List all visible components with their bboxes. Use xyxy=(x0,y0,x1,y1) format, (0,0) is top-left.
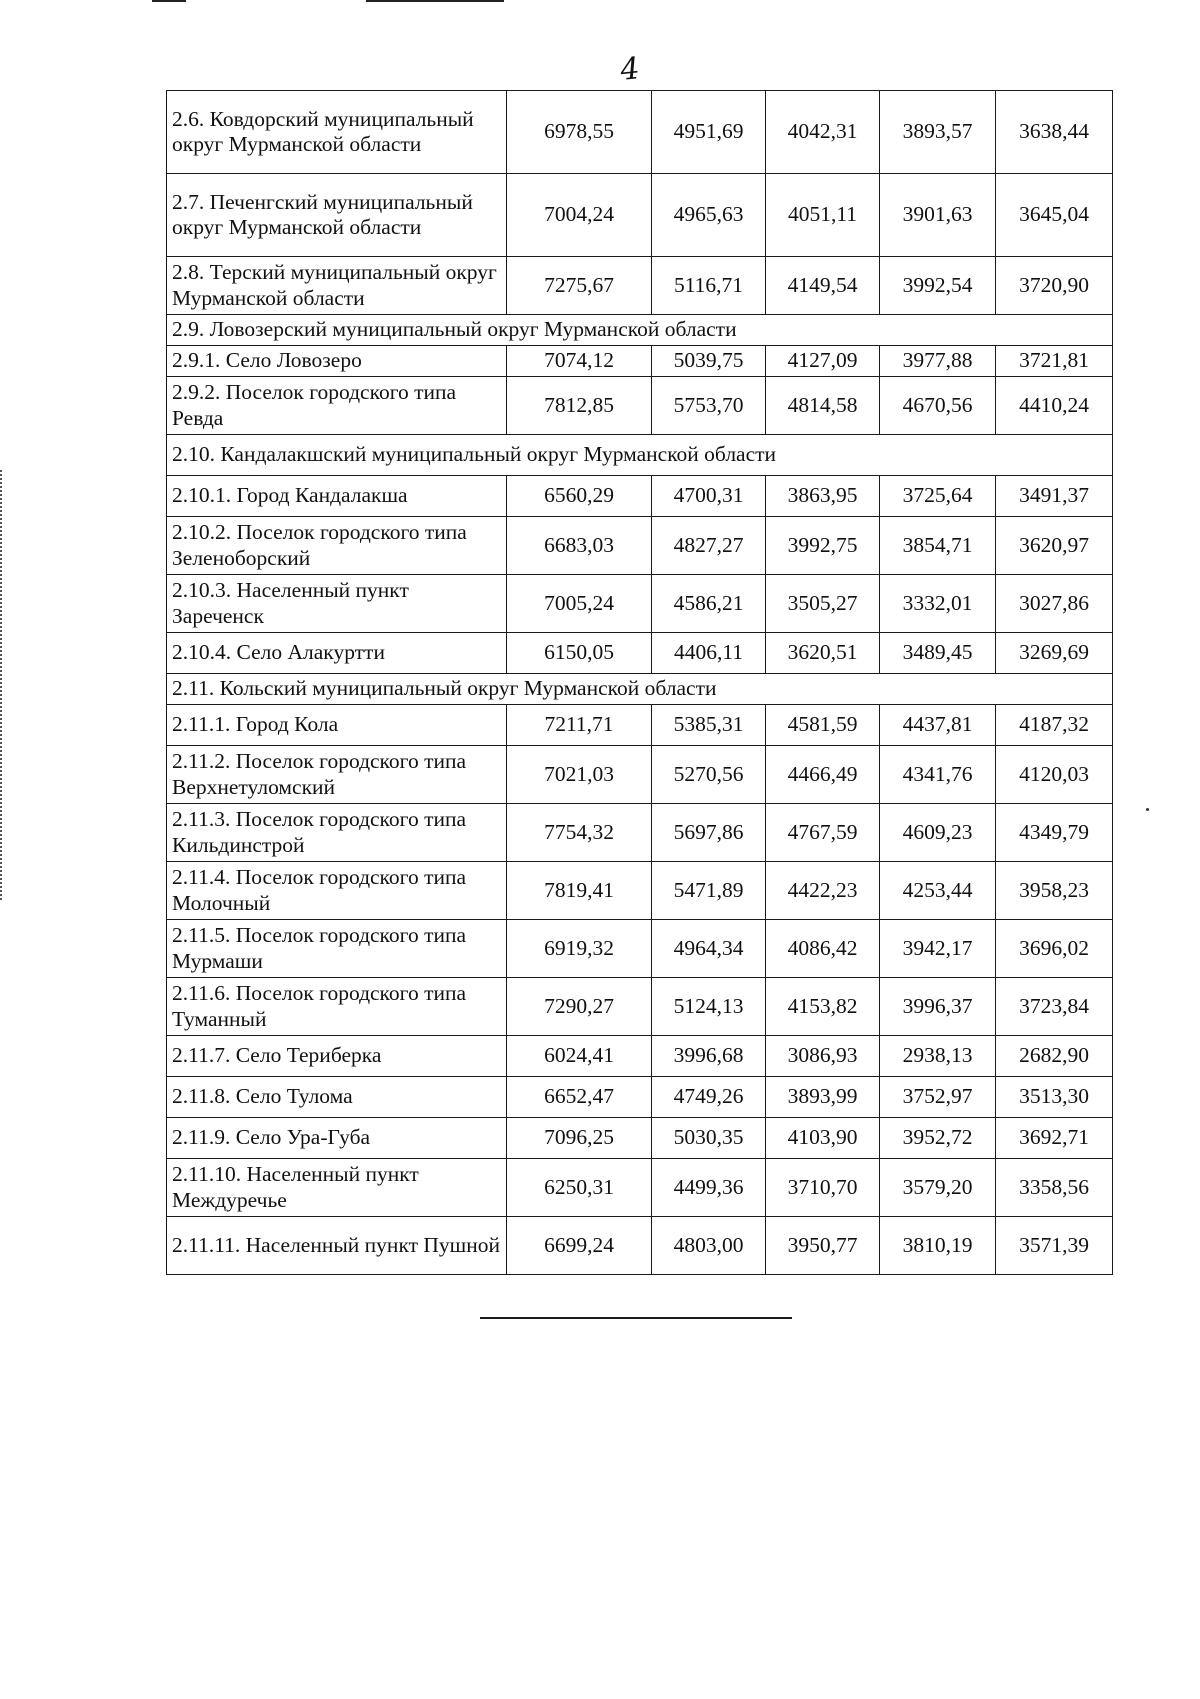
settlement-name-cell: 2.7. Печенгский муниципальный округ Мурманской области xyxy=(167,174,507,257)
value-cell-1: 6560,29 xyxy=(507,476,652,517)
value-cell-2: 4827,27 xyxy=(652,517,766,575)
value-cell-4: 4437,81 xyxy=(880,705,996,746)
value-cell-1: 7074,12 xyxy=(507,346,652,377)
value-cell-1: 7754,32 xyxy=(507,804,652,862)
value-cell-1: 6699,24 xyxy=(507,1217,652,1275)
value-cell-2: 5471,89 xyxy=(652,862,766,920)
value-cell-1: 7290,27 xyxy=(507,978,652,1036)
settlement-name-cell: 2.11.4. Поселок городского типа Молочный xyxy=(167,862,507,920)
table-row xyxy=(167,1217,1113,1275)
value-cell-5: 4349,79 xyxy=(996,804,1113,862)
value-cell-2: 4586,21 xyxy=(652,575,766,633)
value-cell-1: 7819,41 xyxy=(507,862,652,920)
table-row xyxy=(167,746,1113,804)
settlement-name-cell: 2.11.10. Населенный пункт Междуречье xyxy=(167,1159,507,1217)
section-title: 2.10. Кандалакшский муниципальный округ Мурманской области xyxy=(167,435,1113,476)
value-cell-3: 4127,09 xyxy=(766,346,880,377)
value-cell-4: 3992,54 xyxy=(880,257,996,315)
table-row xyxy=(167,575,1113,633)
value-cell-2: 5039,75 xyxy=(652,346,766,377)
section-header-row xyxy=(167,315,1113,346)
settlement-name-cell: 2.11.6. Поселок городского типа Туманный xyxy=(167,978,507,1036)
settlement-name-cell: 2.11.2. Поселок городского типа Верхнетуломский xyxy=(167,746,507,804)
value-cell-1: 6652,47 xyxy=(507,1077,652,1118)
value-cell-5: 3692,71 xyxy=(996,1118,1113,1159)
value-cell-5: 3645,04 xyxy=(996,174,1113,257)
value-cell-3: 3992,75 xyxy=(766,517,880,575)
table-row xyxy=(167,633,1113,674)
value-cell-3: 4814,58 xyxy=(766,377,880,435)
value-cell-2: 4749,26 xyxy=(652,1077,766,1118)
settlement-name-cell: 2.10.4. Село Алакуртти xyxy=(167,633,507,674)
settlement-name-cell: 2.9.2. Поселок городского типа Ревда xyxy=(167,377,507,435)
value-cell-1: 7021,03 xyxy=(507,746,652,804)
value-cell-3: 4051,11 xyxy=(766,174,880,257)
section-header-row xyxy=(167,674,1113,705)
value-cell-1: 6683,03 xyxy=(507,517,652,575)
value-cell-3: 3893,99 xyxy=(766,1077,880,1118)
value-cell-3: 4422,23 xyxy=(766,862,880,920)
value-cell-4: 3752,97 xyxy=(880,1077,996,1118)
value-cell-5: 3027,86 xyxy=(996,575,1113,633)
value-cell-4: 3952,72 xyxy=(880,1118,996,1159)
value-cell-1: 7005,24 xyxy=(507,575,652,633)
value-cell-5: 3638,44 xyxy=(996,91,1113,174)
value-cell-5: 3720,90 xyxy=(996,257,1113,315)
value-cell-5: 3696,02 xyxy=(996,920,1113,978)
value-cell-2: 5697,86 xyxy=(652,804,766,862)
value-cell-4: 3893,57 xyxy=(880,91,996,174)
settlement-name-cell: 2.10.3. Населенный пункт Зареченск xyxy=(167,575,507,633)
settlement-name-cell: 2.11.8. Село Тулома xyxy=(167,1077,507,1118)
top-edge-mark xyxy=(152,0,186,2)
value-cell-5: 4187,32 xyxy=(996,705,1113,746)
tariff-table-body xyxy=(167,91,1113,1275)
value-cell-5: 3513,30 xyxy=(996,1077,1113,1118)
value-cell-1: 6978,55 xyxy=(507,91,652,174)
value-cell-2: 5270,56 xyxy=(652,746,766,804)
value-cell-4: 3332,01 xyxy=(880,575,996,633)
value-cell-5: 3620,97 xyxy=(996,517,1113,575)
value-cell-2: 4951,69 xyxy=(652,91,766,174)
value-cell-3: 4086,42 xyxy=(766,920,880,978)
end-of-document-rule xyxy=(480,1317,792,1319)
table-row xyxy=(167,1036,1113,1077)
value-cell-2: 4406,11 xyxy=(652,633,766,674)
value-cell-3: 4153,82 xyxy=(766,978,880,1036)
value-cell-4: 4670,56 xyxy=(880,377,996,435)
value-cell-1: 7275,67 xyxy=(507,257,652,315)
settlement-name-cell: 2.11.5. Поселок городского типа Мурмаши xyxy=(167,920,507,978)
scan-margin-artifact xyxy=(0,470,5,900)
scan-dot-artifact xyxy=(1146,808,1149,811)
table-row xyxy=(167,1077,1113,1118)
value-cell-5: 3269,69 xyxy=(996,633,1113,674)
value-cell-1: 6150,05 xyxy=(507,633,652,674)
value-cell-2: 5753,70 xyxy=(652,377,766,435)
value-cell-3: 4767,59 xyxy=(766,804,880,862)
value-cell-3: 3505,27 xyxy=(766,575,880,633)
value-cell-3: 4149,54 xyxy=(766,257,880,315)
value-cell-4: 3942,17 xyxy=(880,920,996,978)
table-row xyxy=(167,517,1113,575)
value-cell-5: 3358,56 xyxy=(996,1159,1113,1217)
value-cell-2: 5124,13 xyxy=(652,978,766,1036)
page-number: 4 xyxy=(618,51,642,88)
value-cell-1: 6250,31 xyxy=(507,1159,652,1217)
value-cell-1: 7211,71 xyxy=(507,705,652,746)
table-row xyxy=(167,804,1113,862)
table-row xyxy=(167,862,1113,920)
settlement-name-cell: 2.10.2. Поселок городского типа Зеленоборский xyxy=(167,517,507,575)
settlement-name-cell: 2.6. Ковдорский муниципальный округ Мурманской области xyxy=(167,91,507,174)
value-cell-2: 4499,36 xyxy=(652,1159,766,1217)
value-cell-3: 3950,77 xyxy=(766,1217,880,1275)
value-cell-2: 3996,68 xyxy=(652,1036,766,1077)
value-cell-2: 4964,34 xyxy=(652,920,766,978)
value-cell-5: 4410,24 xyxy=(996,377,1113,435)
table-row xyxy=(167,174,1113,257)
table-row xyxy=(167,346,1113,377)
settlement-name-cell: 2.11.7. Село Териберка xyxy=(167,1036,507,1077)
table-row xyxy=(167,377,1113,435)
table-row xyxy=(167,705,1113,746)
value-cell-5: 2682,90 xyxy=(996,1036,1113,1077)
value-cell-4: 3977,88 xyxy=(880,346,996,377)
settlement-name-cell: 2.9.1. Село Ловозеро xyxy=(167,346,507,377)
value-cell-3: 3620,51 xyxy=(766,633,880,674)
settlement-name-cell: 2.11.11. Населенный пункт Пушной xyxy=(167,1217,507,1275)
value-cell-2: 4803,00 xyxy=(652,1217,766,1275)
value-cell-1: 6919,32 xyxy=(507,920,652,978)
value-cell-4: 3996,37 xyxy=(880,978,996,1036)
table-row xyxy=(167,91,1113,174)
value-cell-4: 3489,45 xyxy=(880,633,996,674)
value-cell-3: 4581,59 xyxy=(766,705,880,746)
value-cell-2: 5030,35 xyxy=(652,1118,766,1159)
value-cell-4: 3579,20 xyxy=(880,1159,996,1217)
value-cell-4: 3810,19 xyxy=(880,1217,996,1275)
value-cell-3: 4042,31 xyxy=(766,91,880,174)
value-cell-5: 4120,03 xyxy=(996,746,1113,804)
value-cell-2: 5385,31 xyxy=(652,705,766,746)
table-row xyxy=(167,257,1113,315)
value-cell-2: 4700,31 xyxy=(652,476,766,517)
value-cell-5: 3723,84 xyxy=(996,978,1113,1036)
value-cell-1: 6024,41 xyxy=(507,1036,652,1077)
value-cell-5: 3571,39 xyxy=(996,1217,1113,1275)
section-title: 2.11. Кольский муниципальный округ Мурманской области xyxy=(167,674,1113,705)
settlement-name-cell: 2.11.1. Город Кола xyxy=(167,705,507,746)
tariff-table xyxy=(166,90,1113,1275)
table-row xyxy=(167,1118,1113,1159)
section-title: 2.9. Ловозерский муниципальный округ Мурманской области xyxy=(167,315,1113,346)
value-cell-3: 3086,93 xyxy=(766,1036,880,1077)
settlement-name-cell: 2.10.1. Город Кандалакша xyxy=(167,476,507,517)
value-cell-4: 2938,13 xyxy=(880,1036,996,1077)
value-cell-3: 4466,49 xyxy=(766,746,880,804)
top-edge-mark xyxy=(366,0,504,2)
value-cell-4: 4253,44 xyxy=(880,862,996,920)
value-cell-4: 4609,23 xyxy=(880,804,996,862)
value-cell-4: 3725,64 xyxy=(880,476,996,517)
table-row xyxy=(167,1159,1113,1217)
settlement-name-cell: 2.8. Терский муниципальный округ Мурманской области xyxy=(167,257,507,315)
value-cell-1: 7096,25 xyxy=(507,1118,652,1159)
value-cell-2: 5116,71 xyxy=(652,257,766,315)
section-header-row xyxy=(167,435,1113,476)
value-cell-3: 3710,70 xyxy=(766,1159,880,1217)
value-cell-4: 3901,63 xyxy=(880,174,996,257)
value-cell-5: 3491,37 xyxy=(996,476,1113,517)
table-row xyxy=(167,476,1113,517)
value-cell-4: 4341,76 xyxy=(880,746,996,804)
table-row xyxy=(167,920,1113,978)
table-row xyxy=(167,978,1113,1036)
value-cell-3: 3863,95 xyxy=(766,476,880,517)
value-cell-4: 3854,71 xyxy=(880,517,996,575)
value-cell-2: 4965,63 xyxy=(652,174,766,257)
value-cell-5: 3721,81 xyxy=(996,346,1113,377)
value-cell-1: 7812,85 xyxy=(507,377,652,435)
value-cell-5: 3958,23 xyxy=(996,862,1113,920)
value-cell-1: 7004,24 xyxy=(507,174,652,257)
settlement-name-cell: 2.11.9. Село Ура-Губа xyxy=(167,1118,507,1159)
value-cell-3: 4103,90 xyxy=(766,1118,880,1159)
settlement-name-cell: 2.11.3. Поселок городского типа Кильдинстрой xyxy=(167,804,507,862)
